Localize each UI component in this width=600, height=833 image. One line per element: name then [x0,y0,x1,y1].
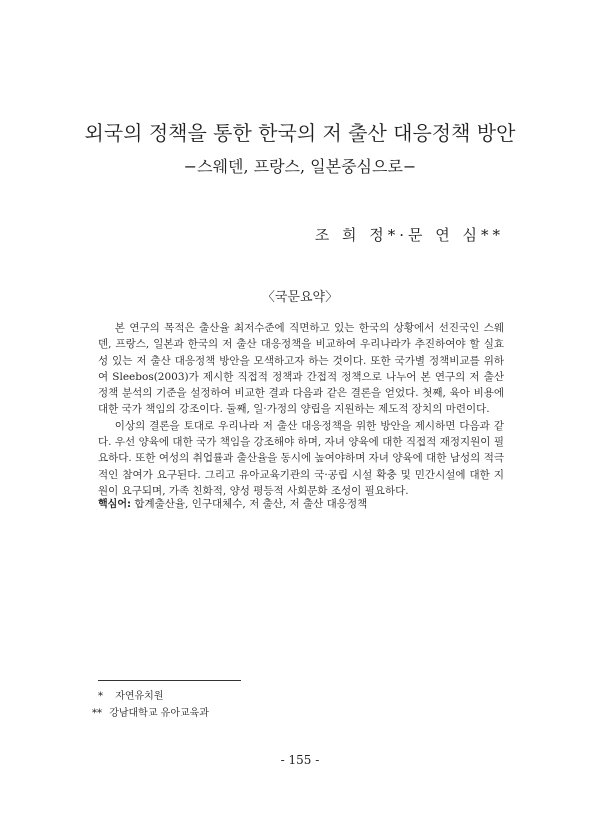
page-number: - 155 - [280,753,320,767]
paper-subtitle: −스웨덴, 프랑스, 일본중심으로− [183,157,417,176]
abstract-paragraph: 이상의 결론을 토대로 우리나라 저 출산 대응정책을 위한 방안을 제시하면 다음과 같다. 우선 양육에 대한 국가 책임을 강조해야 하며, 자녀 양육에 대한 직접적 재정지원이 필요하다. 또한 여성의 취업률과 출산율을 동시에 높여야하며 자녀 양육에 대한 남성의 적극적인 참여가 요구된다. 그리고 유아교육기관의 국·공립 시설 확충 및 민간시설에 대한 지원이 요구되며, 가족 친화적, 양성 평등적 사회문화 조성이 필요하다. [98,419,504,497]
keywords [98,496,504,513]
footnote-2 [92,707,209,721]
footnote-text: 강남대학교 유아교육과 [109,708,209,719]
paper-title: 외국의 정책을 통한 한국의 저 출산 대응정책 방안 [84,121,516,145]
abstract-heading: 〈국문요약〉 [261,290,339,305]
footnote-divider [98,680,241,681]
keywords-text: 합계출산율, 인구대체수, 저 출산, 저 출산 대응정책 [134,498,368,510]
keywords-label: 핵심어: [98,499,131,510]
author-line: 조 희 정*·문 연 심** [314,226,504,244]
footnote-text: 자연유치원 [115,691,164,702]
footnote-1 [98,690,164,704]
footnote-mark: ** [92,708,102,719]
abstract-paragraph: 본 연구의 목적은 출산율 최저수준에 직면하고 있는 한국의 상황에서 선진국인 스웨덴, 프랑스, 일본과 한국의 저 출산 대응정책을 비교하여 우리나라가 추진하여야 할 실효성 있는 저 출산 대응정책 방안을 모색하고자 하는 것이다. 또한 국가별 정책비교를 위하여 Sleebos(2003)가 제시한 직접적 정책과 간접적 정책으로 나누어 본 연구의 저 출산 정책 분석의 기준을 설정하여 비교한 결과 다음과 같은 결론을 얻었다. 첫째, 육아 비용에 대한 국가 책임의 강조이다. 둘째, 일·가정의 양립을 지원하는 제도적 장치의 마련이다. [98,322,504,416]
abstract-body [98,320,504,499]
footnote-mark: * [98,691,103,702]
